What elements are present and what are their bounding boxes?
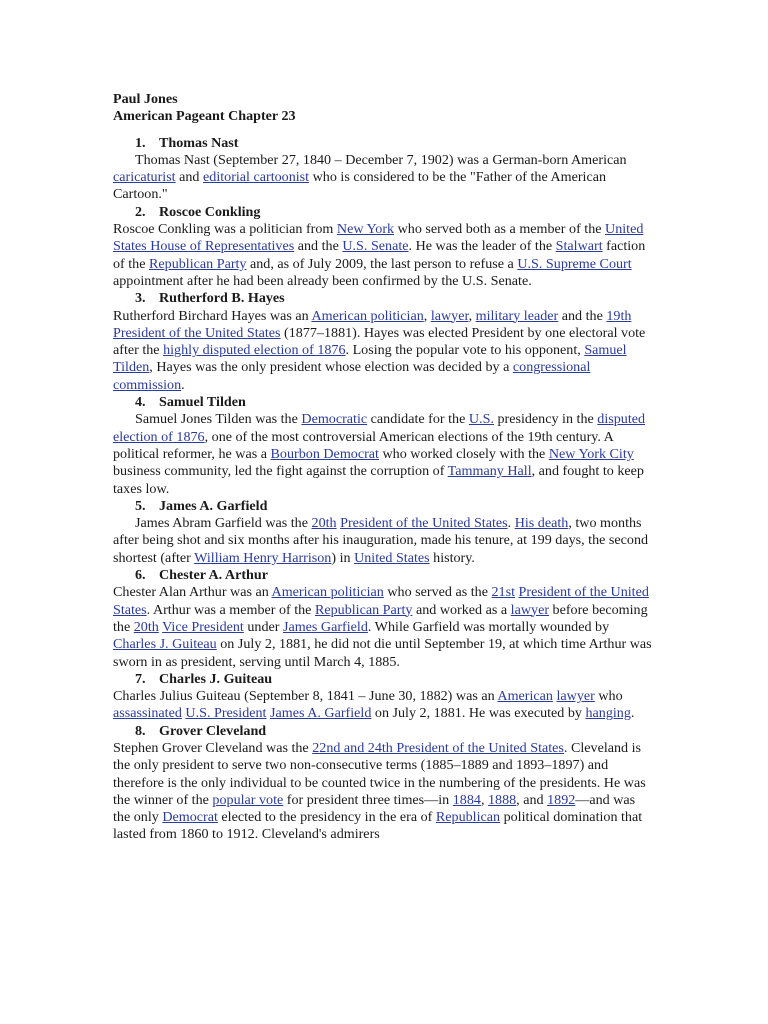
link-new-york[interactable]: New York (336, 221, 395, 238)
link-james-a-garfield[interactable]: James A. Garfield (270, 705, 372, 722)
document-body (113, 91, 653, 844)
link-caricaturist[interactable]: caricaturist (113, 169, 176, 186)
link-republican-party[interactable]: Republican Party (314, 601, 413, 618)
link-american-politician[interactable]: American politician (271, 584, 384, 601)
link-american[interactable]: American (497, 688, 553, 705)
document-title: American Pageant Chapter 23 (113, 108, 296, 125)
link-tammany-hall[interactable]: Tammany Hall (447, 463, 532, 480)
link-19th[interactable]: 19th (606, 307, 632, 324)
link-lawyer[interactable]: lawyer (430, 307, 469, 324)
link-editorial-cartoonist[interactable]: editorial cartoonist (203, 169, 310, 186)
link-hanging[interactable]: hanging (585, 705, 631, 722)
section-paragraph: Chester Alan Arthur was an American politician who served as the 21st President of the United States. Arthur was a member of the Republican Party and worked as a lawyer before becoming the 20th Vice President under James Garfield. While Garfield was mortally wounded by Charles J. Guiteau on July 2, 1881, he did not die until September 19, at which time Arthur was sworn in as president, serving until March 4, 1885. (113, 584, 652, 670)
section-paragraph: James Abram Garfield was the 20th President of the United States. His death, two months after being shot and six months after his inauguration, made his tenure, at 199 days, the second shortest (after William Henry Harrison) in United States history. (113, 515, 649, 566)
link-democrat[interactable]: Democrat (162, 809, 218, 826)
author-name: Paul Jones (113, 91, 178, 107)
section-heading: 6. Chester A. Arthur (135, 567, 268, 584)
link-democratic[interactable]: Democratic (301, 411, 368, 428)
link-united-states[interactable]: United States (354, 549, 430, 566)
link-james-garfield[interactable]: James Garfield (282, 618, 368, 635)
link-election-1876[interactable]: highly disputed election of 1876 (163, 342, 346, 359)
link-vice-president[interactable]: Vice President (162, 618, 244, 635)
link-republican-party[interactable]: Republican Party (149, 255, 247, 272)
link-new-york-city[interactable]: New York City (548, 445, 634, 462)
link-assassinated[interactable]: assassinated (113, 705, 182, 722)
section-paragraph: Stephen Grover Cleveland was the 22nd and 24th President of the United States. Cleveland is the only president to serve two non-consecutive terms (1885–1889 and 1893–1897) and therefore is the only individual to be counted twice in the numbering of the presidents. He was the winner of the popular vote for president three times—in 1884, 1888, and 1892—and was the only Democrat elected to the presidency in the era of Republican political domination that lasted from 1860 to 1912. Cleveland's admirers (113, 739, 646, 843)
link-his-death[interactable]: His death (514, 515, 569, 532)
section-heading: 5. James A. Garfield (135, 497, 268, 514)
link-supreme-court[interactable]: U.S. Supreme Court (517, 255, 632, 272)
link-us-house[interactable]: United States House of Representatives (113, 221, 644, 255)
link-22nd-24th-president[interactable]: 22nd and 24th President of the United States (312, 739, 564, 756)
link-american-politician[interactable]: American politician (311, 307, 424, 324)
link-20th[interactable]: 20th (311, 515, 337, 532)
link-president-us[interactable]: President of the United States (113, 324, 281, 341)
link-stalwart[interactable]: Stalwart (555, 238, 603, 255)
link-1892[interactable]: 1892 (547, 791, 576, 808)
link-military-leader[interactable]: military leader (475, 307, 559, 324)
link-disputed-election-1876[interactable]: disputed election of 1876 (113, 411, 646, 445)
link-1884[interactable]: 1884 (452, 791, 481, 808)
link-us-senate[interactable]: U.S. Senate (342, 238, 409, 255)
link-congressional-commission[interactable]: congressional commission (113, 359, 591, 393)
link-president-us[interactable]: President of the United States (340, 515, 508, 532)
link-20th[interactable]: 20th (133, 618, 159, 635)
section-heading: 2. Roscoe Conkling (135, 203, 261, 220)
link-us[interactable]: U.S. (468, 411, 494, 428)
section-heading: 3. Rutherford B. Hayes (135, 290, 285, 307)
link-lawyer[interactable]: lawyer (510, 601, 550, 618)
link-president-us[interactable]: President of the United States (113, 584, 649, 618)
section-heading: 4. Samuel Tilden (135, 394, 246, 411)
link-charles-guiteau[interactable]: Charles J. Guiteau (113, 636, 217, 653)
section-paragraph: Roscoe Conkling was a politician from New York who served both as a member of the United States House of Representatives and the U.S. Senate. He was the leader of the Stalwart faction of the Republican Party and, as of July 2009, the last person to refuse a U.S. Supreme Court appointment after he had been already been confirmed by the U.S. Senate. (113, 221, 646, 289)
section-heading: 7. Charles J. Guiteau (135, 670, 273, 687)
link-1888[interactable]: 1888 (487, 791, 517, 808)
link-us-president[interactable]: U.S. President (185, 705, 267, 722)
section-paragraph: Samuel Jones Tilden was the Democratic candidate for the U.S. presidency in the disputed election of 1876, one of the most controversial American elections of the 19th century. A political reformer, he was a Bourbon Democrat who worked closely with the New York City business community, led the fight against the corruption of Tammany Hall, and fought to keep taxes low. (113, 411, 646, 497)
link-bourbon-democrat[interactable]: Bourbon Democrat (270, 445, 379, 462)
link-popular-vote[interactable]: popular vote (212, 791, 284, 808)
section-paragraph: Rutherford Birchard Hayes was an American politician, lawyer, military leader and the 19th President of the United States (1877–1881). Hayes was elected President by one electoral vote after the highly disputed election of 1876. Losing the popular vote to his opponent, Samuel Tilden, Hayes was the only president whose election was decided by a congressional commission. (113, 307, 646, 393)
link-lawyer[interactable]: lawyer (556, 688, 595, 705)
link-samuel-tilden[interactable]: Samuel Tilden (113, 342, 627, 376)
section-paragraph: Charles Julius Guiteau (September 8, 1841 – June 30, 1882) was an American lawyer who assassinated U.S. President James A. Garfield on July 2, 1881. He was executed by hanging. (113, 688, 635, 722)
section-heading: 1. Thomas Nast (135, 134, 239, 151)
link-republican[interactable]: Republican (435, 809, 501, 826)
link-william-henry-harrison[interactable]: William Henry Harrison (194, 549, 332, 566)
section-heading: 8. Grover Cleveland (135, 722, 267, 739)
link-21st[interactable]: 21st (491, 584, 515, 601)
section-paragraph: Thomas Nast (September 27, 1840 – December 7, 1902) was a German-born American caricaturist and editorial cartoonist who is considered to be the "Father of the American Cartoon." (113, 151, 627, 203)
